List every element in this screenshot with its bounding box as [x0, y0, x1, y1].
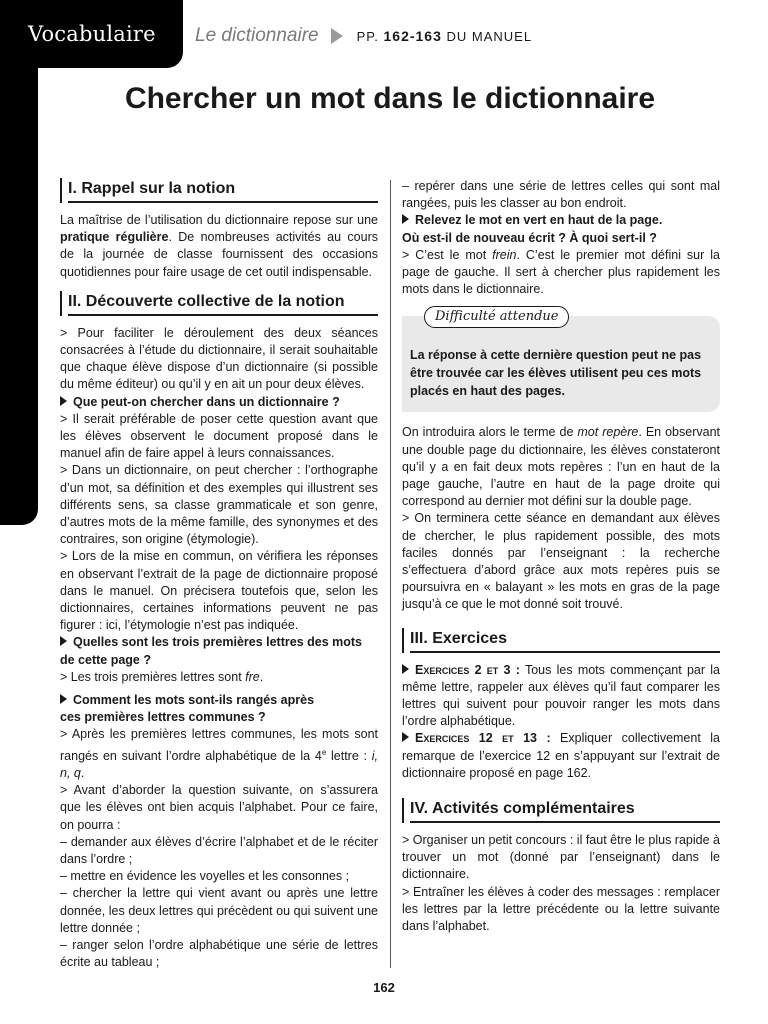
s2-p2: > Il serait préférable de poser cette question avant que les élèves observent le document proposé dans le manuel afin de faire appel à leurs connaissances.: [60, 411, 378, 461]
triangle-bullet-icon: [402, 664, 409, 674]
section-heading-1: I. Rappel sur la notion: [60, 178, 378, 203]
right-column: [402, 178, 720, 935]
s2-p9: On introduira alors le terme de mot repère. En observant une double page du dictionnaire, les élèves constateront qu’il y a en fait deux mots repères : l’un en haut de la page gauche, l’autre en haut de la page droite qui correspond au dernier mot défini sur la double page.: [402, 425, 720, 509]
difficulty-label: Difficulté attendue: [424, 306, 569, 328]
chapter-header: [195, 25, 532, 47]
difficulty-text: La réponse à cette dernière question peut ne pas être trouvée car les élèves utilisent peu ces mots placés en haut des pages.: [410, 348, 702, 399]
section-heading-3: III. Exercices: [402, 628, 720, 653]
question-3: Comment les mots sont-ils rangés après ces premières lettres communes ?: [60, 693, 315, 725]
column-divider: [390, 180, 391, 968]
s2-p7: > Avant d’aborder la question suivante, on s’assurera que les élèves ont bien acquis l’alphabet. Pour ce faire, on pourra :: [60, 783, 378, 832]
triangle-bullet-icon: [402, 732, 409, 742]
s4-p1: > Organiser un petit concours : il faut être le plus rapide à trouver un mot (donné par l’enseignant) dans le dictionnaire.: [402, 833, 720, 882]
exercise-1: Exercices 2 et 3 : Tous les mots commençant par la même lettre, rappeler aux élèves qu’il faut comparer les lettres qui suivent pour pouvoir ranger les mots dans l’ordre alphabétique.: [402, 662, 721, 729]
chapter-title: Le dictionnaire: [195, 25, 319, 46]
arrow-right-icon: [331, 28, 343, 44]
question-4: Relevez le mot en vert en haut de la page. Où est-il de nouveau écrit ? À quoi sert-il ?: [402, 213, 663, 245]
section-heading-4: IV. Activités complémentaires: [402, 798, 720, 823]
list-item: – chercher la lettre qui vient avant ou après une lettre donnée, les deux lettres qui précèdent ou qui suivent une lettre donnée ;: [60, 886, 378, 935]
rubric-label: Vocabulaire: [28, 22, 156, 46]
s2-p10: > On terminera cette séance en demandant aux élèves de chercher, le plus rapidement possible, des mots faciles donnés par l’enseignant : la recherche s’effectuera d’abord grâce aux mots repères puis se poursuivra en « balayant » les mots en gras de la page jusqu’à ce que le mot donné soit trouvé.: [402, 511, 720, 612]
triangle-bullet-icon: [402, 214, 409, 224]
list-item: – repérer dans une série de lettres celles qui sont mal rangées, puis les classer au bon endroit.: [402, 179, 720, 211]
left-column: [60, 178, 378, 971]
s2-p4: > Lors de la mise en commun, on vérifiera les réponses en observant l’extrait de la page de dictionnaire proposé dans le manuel. On précisera toutefois que, selon les dictionnaires, certaines informations peuvent ne pas figurer : ici, l’étymologie n’est pas indiquée.: [60, 549, 378, 633]
triangle-bullet-icon: [60, 636, 67, 646]
s2-p3: > Dans un dictionnaire, on peut chercher : l’orthographe d’un mot, sa définition et des exemples qui illustrent ses différents sens, sa classe grammaticale et son genre, d’autres mots de la même famille, des synonymes et des contraires, son origine (étymologie).: [60, 463, 378, 547]
s2-p1: > Pour faciliter le déroulement des deux séances consacrées à l’étude du dictionnaire, il serait souhaitable que chaque élève dispose d’un dictionnaire (si possible du même éditeur) ou qu’il y en ait un pour deux élèves.: [60, 325, 378, 392]
page-number: 162: [373, 980, 395, 995]
rubric-tab: [0, 0, 183, 68]
exercise-2: Exercices 12 et 13 : Expliquer collectivement la remarque de l’exercice 12 en s’appuyant sur l’extrait de dictionnaire proposé en page 162.: [402, 731, 720, 780]
difficulty-box: [402, 309, 720, 412]
section-heading-2: II. Découverte collective de la notion: [60, 291, 378, 316]
pages-reference: PP. 162-163 DU MANUEL: [356, 28, 533, 44]
triangle-bullet-icon: [60, 694, 67, 704]
page-title: Chercher un mot dans le dictionnaire: [124, 82, 656, 115]
s4-p2: > Entraîner les élèves à coder des messages : remplacer les lettres par la lettre précédente ou la lettre suivante dans l’alphabet.: [402, 884, 720, 934]
s2-p5: > Les trois premières lettres sont fre.: [60, 669, 264, 684]
side-band: [0, 0, 38, 525]
question-1: Que peut-on chercher dans un dictionnaire ?: [60, 394, 378, 411]
triangle-bullet-icon: [60, 396, 67, 406]
s1-paragraph: La maîtrise de l’utilisation du dictionnaire repose sur une pratique régulière. De nombreuses activités au cours de la journée de classe fournissent des occasions quotidiennes pour faire usage de cet outil indispensable.: [60, 213, 378, 279]
question-2: Quelles sont les trois premières lettres des mots de cette page ?: [60, 635, 363, 667]
s2-p6: > Après les premières lettres communes, les mots sont rangés en suivant l’ordre alphabétique de la 4e lettre : i, n, q.: [60, 727, 378, 781]
list-item: – demander aux élèves d’écrire l’alphabet et de le réciter dans l’ordre ;: [60, 834, 378, 867]
list-item: – mettre en évidence les voyelles et les consonnes ;: [60, 869, 350, 884]
s2-p8: > C’est le mot frein. C’est le premier mot défini sur la page de gauche. Il sert à chercher plus rapidement les mots dans le dictionnaire.: [402, 247, 720, 297]
list-item: – ranger selon l’ordre alphabétique une série de lettres écrite au tableau ;: [60, 938, 378, 970]
